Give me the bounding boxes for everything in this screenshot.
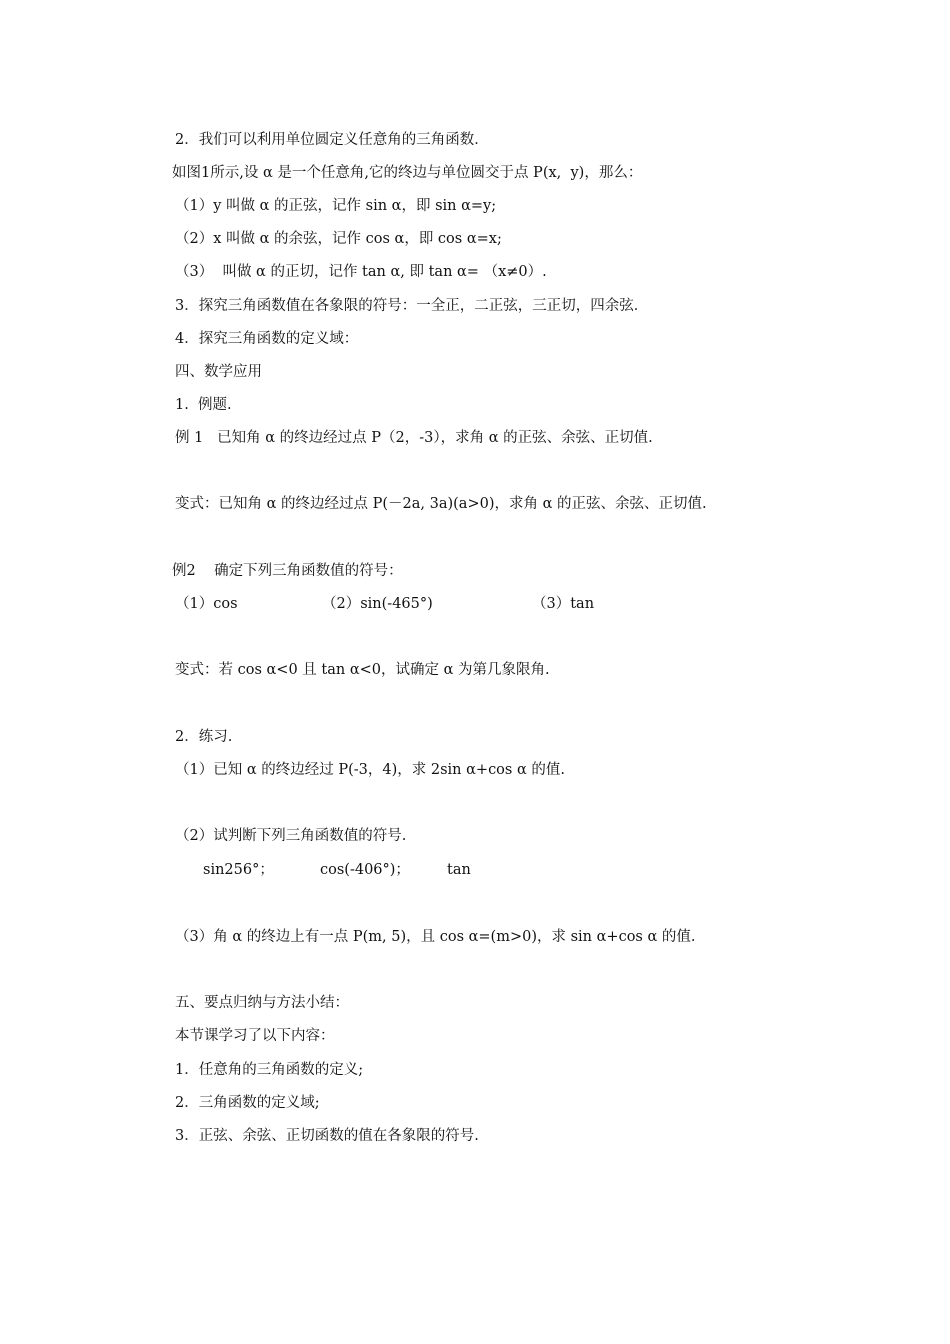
- text-line: （1）cos: [175, 596, 238, 612]
- text-line: 本节课学习了以下内容：: [175, 1028, 335, 1044]
- text-line: （1）y 叫做 α 的正弦，记作 sin α，即 sin α=y;: [175, 198, 497, 214]
- text-line: 2．三角函数的定义域;: [175, 1095, 320, 1111]
- exercise-line: （1）已知 α 的终边经过 P(-3，4)，求 2sin α+cos α 的值.: [175, 762, 565, 778]
- section-heading: 四、数学应用: [175, 364, 262, 380]
- variant-line: 变式：若 cos α<0 且 tan α<0，试确定 α 为第几象限角.: [175, 662, 550, 678]
- variant-line: 变式：已知角 α 的终边经过点 P(－2a, 3a)(a>0)，求角 α 的正弦、余弦、正切值.: [175, 496, 707, 512]
- text-line: 1. 例题.: [175, 397, 232, 413]
- text-line: tan: [447, 862, 471, 878]
- text-line: （3）tan: [532, 596, 595, 612]
- text-line: （2）sin(-465°): [322, 596, 433, 612]
- text-line: （3） 叫做 α 的正切，记作 tan α, 即 tan α= （x≠0）.: [175, 264, 547, 280]
- example-line: 例2 确定下列三角函数值的符号：: [172, 563, 403, 579]
- text-line: sin256°；: [203, 862, 274, 878]
- text-line: 2．我们可以利用单位圆定义任意角的三角函数．: [175, 132, 489, 148]
- example-line: 例 1 已知角 α 的终边经过点 P（2，-3），求角 α 的正弦、余弦、正切值.: [175, 430, 653, 446]
- text-line: 2．练习.: [175, 729, 233, 745]
- text-line: 3．探究三角函数值在各象限的符号：一全正，二正弦，三正切，四余弦．: [175, 298, 649, 314]
- text-line: 3．正弦、余弦、正切函数的值在各象限的符号.: [175, 1128, 479, 1144]
- text-line: cos(-406°)；: [320, 862, 410, 878]
- text-line: 如图1所示,设 α 是一个任意角,它的终边与单位圆交于点 P(x, y)，那么：: [172, 165, 643, 181]
- text-line: （2）x 叫做 α 的余弦，记作 cos α，即 cos α=x;: [175, 231, 502, 247]
- text-line: 1．任意角的三角函数的定义;: [175, 1062, 364, 1078]
- text-line: 4．探究三角函数的定义域：: [175, 331, 359, 347]
- exercise-line: （2）试判断下列三角函数值的符号.: [175, 828, 407, 844]
- exercise-line: （3）角 α 的终边上有一点 P(m, 5)，且 cos α=(m>0)，求 sin α+cos α 的值.: [175, 929, 696, 945]
- section-heading: 五、要点归纳与方法小结：: [175, 995, 349, 1011]
